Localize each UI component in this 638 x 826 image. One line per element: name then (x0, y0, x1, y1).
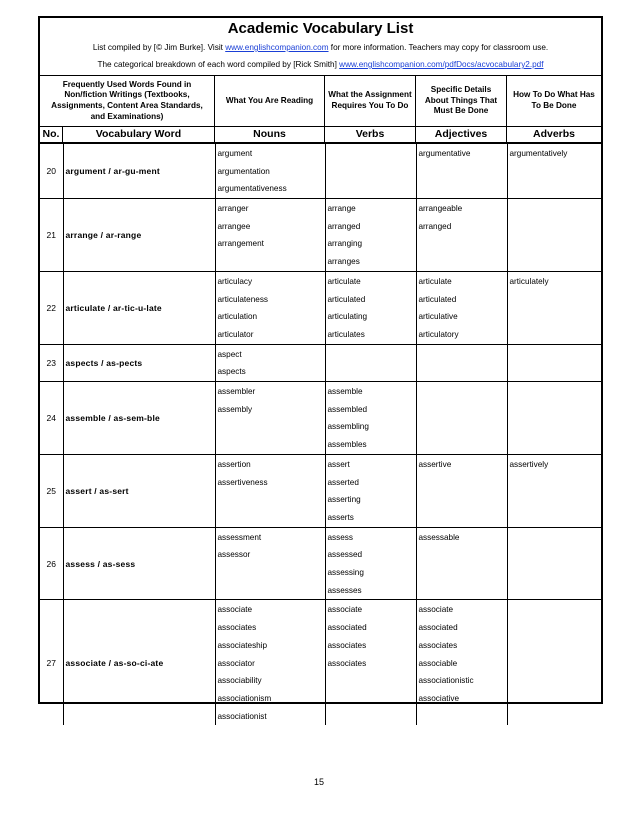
noun-form: articulator (217, 329, 254, 339)
adjectives-cell (416, 271, 507, 344)
row-number: 21 (40, 199, 63, 272)
noun-form: arranger (217, 204, 249, 214)
verb-form: asserting (327, 495, 361, 505)
verb-form: articulates (327, 329, 365, 339)
row-number: 27 (40, 600, 63, 725)
verb-form: assemble (327, 387, 363, 397)
verb-form: arranged (327, 221, 361, 231)
adjectives-cell (416, 527, 507, 600)
verb-form: associates (327, 640, 367, 650)
verbs-cell (325, 382, 416, 455)
credit-line-2 (40, 60, 601, 69)
verbs-cell (325, 271, 416, 344)
verbs-cell (325, 344, 416, 381)
table-row (40, 144, 601, 199)
noun-form: assembler (217, 387, 256, 397)
verbs-cell (325, 454, 416, 527)
page-number: 15 (313, 777, 324, 787)
adverbs-cell (507, 600, 601, 725)
noun-form: assessor (217, 550, 251, 560)
noun-form: articulacy (217, 276, 253, 286)
noun-form: aspect (217, 349, 242, 359)
vocabulary-table (40, 144, 601, 725)
header-assignment: What the Assignment Requires You To Do (325, 76, 416, 126)
adjective-form: associative (418, 693, 460, 703)
adjectives-cell (416, 600, 507, 725)
noun-form: argumentativeness (217, 184, 287, 194)
verb-form: associated (327, 623, 367, 633)
noun-form: associateship (217, 640, 268, 650)
verbs-cell (325, 527, 416, 600)
adjective-form: associated (418, 623, 458, 633)
adverb-form: articulately (509, 276, 549, 286)
adverbs-cell (507, 527, 601, 600)
noun-form: associationist (217, 711, 267, 721)
adverbs-cell (507, 382, 601, 455)
verb-form: arranges (327, 257, 360, 267)
adverbs-cell (507, 344, 601, 381)
row-number: 24 (40, 382, 63, 455)
adverb-form: argumentatively (509, 149, 568, 158)
column-header-adverbs: Adverbs (532, 128, 575, 140)
verb-form: assess (327, 532, 353, 542)
header-reading: What You Are Reading (215, 76, 325, 126)
credit-line-1 (40, 43, 601, 52)
vocabulary-word: argument / ar-gu-ment (63, 144, 215, 199)
vocabulary-word: aspects / as-pects (63, 344, 215, 381)
adjective-form: arrangeable (418, 204, 463, 214)
table-row (40, 527, 601, 600)
verb-form: arranging (327, 239, 363, 249)
verb-form: articulate (327, 276, 361, 286)
nouns-cell (215, 382, 325, 455)
nouns-cell (215, 454, 325, 527)
noun-form: assertion (217, 459, 251, 469)
noun-form: associator (217, 658, 255, 668)
verb-form: associates (327, 658, 367, 668)
table-row (40, 600, 601, 725)
adjective-form: assessable (418, 532, 460, 542)
header-how: How To Do What Has To Be Done (513, 90, 595, 110)
row-number: 20 (40, 144, 63, 199)
verb-form: assembling (327, 422, 369, 432)
vocabulary-word: associate / as-so-ci-ate (63, 600, 215, 725)
verbs-cell (325, 144, 416, 199)
adjective-form: articulatory (418, 329, 459, 339)
verb-form: assessed (327, 550, 363, 560)
row-number: 26 (40, 527, 63, 600)
adjective-form: articulated (418, 294, 457, 304)
row-number: 23 (40, 344, 63, 381)
adjectives-cell (416, 199, 507, 272)
verb-form: assembles (327, 440, 367, 450)
table-row (40, 454, 601, 527)
column-header-nouns: Nouns (215, 127, 325, 142)
column-header-no: No. (40, 127, 63, 142)
adjective-form: articulate (418, 276, 452, 286)
adjective-form: associable (418, 658, 458, 668)
table-row (40, 271, 601, 344)
adjective-form: argumentative (418, 149, 471, 158)
adverb-form: assertively (509, 459, 549, 469)
adverbs-cell (507, 271, 601, 344)
table-row (40, 199, 601, 272)
adjective-form: arranged (418, 221, 452, 231)
adjectives-cell (416, 454, 507, 527)
adjectives-cell (416, 382, 507, 455)
noun-form: aspects (217, 367, 246, 377)
noun-form: associability (217, 676, 262, 686)
verbs-cell (325, 600, 416, 725)
adjectives-cell (416, 344, 507, 381)
adjectives-cell (416, 144, 507, 199)
vocabulary-page-frame (38, 16, 603, 721)
verb-form: asserted (327, 477, 359, 487)
adjective-form: associate (418, 605, 454, 615)
vocabulary-word: assess / as-sess (63, 527, 215, 600)
noun-form: argumentation (217, 166, 270, 176)
table-row (40, 344, 601, 381)
verb-form: associate (327, 605, 363, 615)
noun-form: articulateness (217, 294, 269, 304)
vocabulary-word: articulate / ar-tic-u-late (63, 271, 215, 344)
credit-line-1-tail: for more information. Teachers may copy for classroom use. (328, 43, 549, 52)
verb-form: articulating (327, 312, 368, 322)
nouns-cell (215, 144, 325, 199)
noun-form: arrangement (217, 239, 264, 249)
verb-form: assessing (327, 568, 364, 578)
nouns-cell (215, 344, 325, 381)
column-header-verbs: Verbs (325, 127, 416, 142)
verb-form: arrange (327, 204, 356, 214)
verb-form: assert (327, 459, 350, 469)
noun-form: assertiveness (217, 477, 268, 487)
nouns-cell (215, 271, 325, 344)
vocabulary-word: assert / as-sert (63, 454, 215, 527)
nouns-cell (215, 600, 325, 725)
noun-form: assembly (217, 404, 253, 414)
row-number: 22 (40, 271, 63, 344)
noun-form: arrangee (217, 221, 251, 231)
header-details: Specific Details About Things That Must Be Done (416, 76, 507, 126)
row-number: 25 (40, 454, 63, 527)
adverbs-cell (507, 199, 601, 272)
vocabulary-word: assemble / as-sem-ble (63, 382, 215, 455)
nouns-cell (215, 527, 325, 600)
verb-form: assesses (327, 585, 362, 595)
vocabulary-word: arrange / ar-range (63, 199, 215, 272)
verb-form: assembled (327, 404, 368, 414)
nouns-cell (215, 199, 325, 272)
credit-line-1-text: List compiled by [© Jim Burke]. Visit (92, 43, 226, 52)
noun-form: associationism (217, 693, 272, 703)
header-frequent-words: Frequently Used Words Found in Non/fiction Writings (Textbooks, Assignments, Content Area Standards, and Examinations) (40, 76, 215, 126)
column-header-adjectives: Adjectives (416, 127, 507, 142)
noun-form: associates (217, 623, 257, 633)
page-title: Academic Vocabulary List (227, 20, 414, 37)
noun-form: assessment (217, 532, 262, 542)
verbs-cell (325, 199, 416, 272)
noun-form: argument (217, 149, 253, 158)
englishcompanion-link[interactable]: www.englishcompanion.com (225, 43, 329, 52)
verb-form: asserts (327, 512, 354, 522)
credit-line-2-text: The categorical breakdown of each word compiled by [Rick Smith] (97, 60, 340, 69)
adjective-form: associates (418, 640, 458, 650)
adjective-form: associationistic (418, 676, 474, 686)
adverbs-cell (507, 454, 601, 527)
adjective-form: articulative (418, 312, 458, 322)
acvocabulary-pdf-link[interactable]: www.englishcompanion.com/pdfDocs/acvocabulary2.pdf (339, 60, 544, 69)
verb-form: articulated (327, 294, 366, 304)
adverbs-cell (507, 144, 601, 199)
noun-form: associate (217, 605, 253, 615)
adjective-form: assertive (418, 459, 452, 469)
table-row (40, 382, 601, 455)
noun-form: articulation (217, 312, 258, 322)
column-header-word: Vocabulary Word (63, 127, 215, 142)
